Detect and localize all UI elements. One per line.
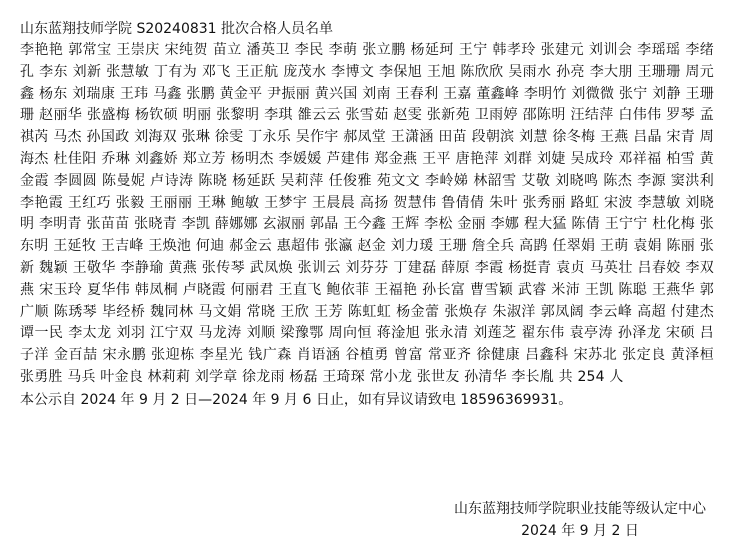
document-body [20, 18, 714, 411]
qualified-names-list: 李艳艳 郭常宝 王崇庆 宋纯贺 苗立 潘英卫 李民 李萌 张立鹏 杨延珂 王宁 韩孝玲 张建元 刘训会 李瑶瑶 李绪孔 李东 刘新 张慧敏 丁有为 邓飞 王正航 庞茂水 李博文 李保旭 王旭 陈欣欣 吴雨水 孙亮 李大朋 王珊珊 周元鑫 杨东 刘瑞康 王玮 马鑫 张鹏 黄金平 尹振丽 黄兴国 刘南 王春利 王嘉 董鑫峰 李明竹 刘微微 张宁 刘静 王珊珊 赵丽华 张盛梅 杨钦硕 明丽 张黎明 李琪 雒云云 张雪茹 赵雯 张新苑 卫雨婷 邵陈明 汪结萍 白伟伟 罗琴 孟祺芮 马杰 孙国政 刘海双 张琳 徐雯 丁永乐 吴作宇 郝凤堂 王潇涵 田苗 段朝滨 刘慧 徐冬梅 王燕 吕晶 宋青 周海杰 杜佳阳 乔琳 刘鑫娇 郑立芳 杨明杰 李媛媛 芦建伟 郑金燕 王平 唐艳萍 刘群 刘婕 吴成玲 邓祥福 柏雪 黄金霞 李圆圆 陈曼妮 卢诗涛 陈晓 杨延跃 吴莉萍 任俊雅 苑文文 李岭娣 林韶雪 艾敬 刘晓鸣 陈杰 李源 窦洪利 李艳霞 王红巧 张毅 王丽丽 王琳 鲍敏 王梦宇 王晨晨 高扬 贺慧伟 鲁倩倩 朱叶 张秀丽 路虹 宋波 李慧敏 刘晓明 李明青 张苗苗 张晓青 李凯 薛娜娜 玄淑丽 郭晶 王今鑫 王辉 李松 金丽 李娜 程大猛 陈倩 王宁宁 杜化梅 张东明 王延牧 王吉峰 王焕池 何迪 郝金云 惠超伟 张瀛 赵金 刘力瑗 王珊 詹全兵 高鹍 任翠娟 王萌 袁娟 陈丽 张新 魏颖 王敬华 李静瑜 黄燕 张传琴 武凤焕 张训云 刘芬芬 丁建磊 薛原 李霞 杨挺青 袁贞 马英壮 吕春姣 李双燕 宋玉玲 夏华伟 韩凤桐 卢晓霞 何丽君 王直飞 鲍依菲 王福艳 孙长富 曹雪颖 武睿 米沛 王凯 陈聪 王燕华 郭广顺 陈琇琴 毕经桥 魏同林 马文娟 常晓 王欣 王芳 陈虹虹 杨金蕾 张焕存 朱淑洋 郭凤阔 李云峰 高超 付建杰 谭一民 李太龙 刘羽 江宁双 马龙涛 刘顺 梁豫鄂 周向恒 蒋淦旭 张永清 刘莲芝 翟东伟 袁亭涛 孙泽龙 宋硕 吕子洋 金百喆 宋永鹏 张迎栋 李星光 钱广森 肖语涵 谷植勇 曾富 常亚齐 徐健康 吕鑫科 宋苏北 张定良 黄泽桓 张勇胜 马兵 叶金良 林莉莉 刘学章 徐龙雨 杨磊 王琦琛 常小龙 张世友 孙清华 李长胤 共 254 人 [20, 42, 714, 385]
issue-date: 2024 年 9 月 2 日 [521, 523, 639, 539]
signature-block [454, 498, 706, 542]
publicity-notice: 本公示自 2024 年 9 月 2 日—2024 年 9 月 6 日止，如有异议请致电 18596369931。 [20, 391, 573, 408]
issuer-name: 山东蓝翔技师学院职业技能等级认定中心 [454, 501, 706, 517]
document-title: 山东蓝翔技师学院 S20240831 批次合格人员名单 [20, 21, 334, 37]
